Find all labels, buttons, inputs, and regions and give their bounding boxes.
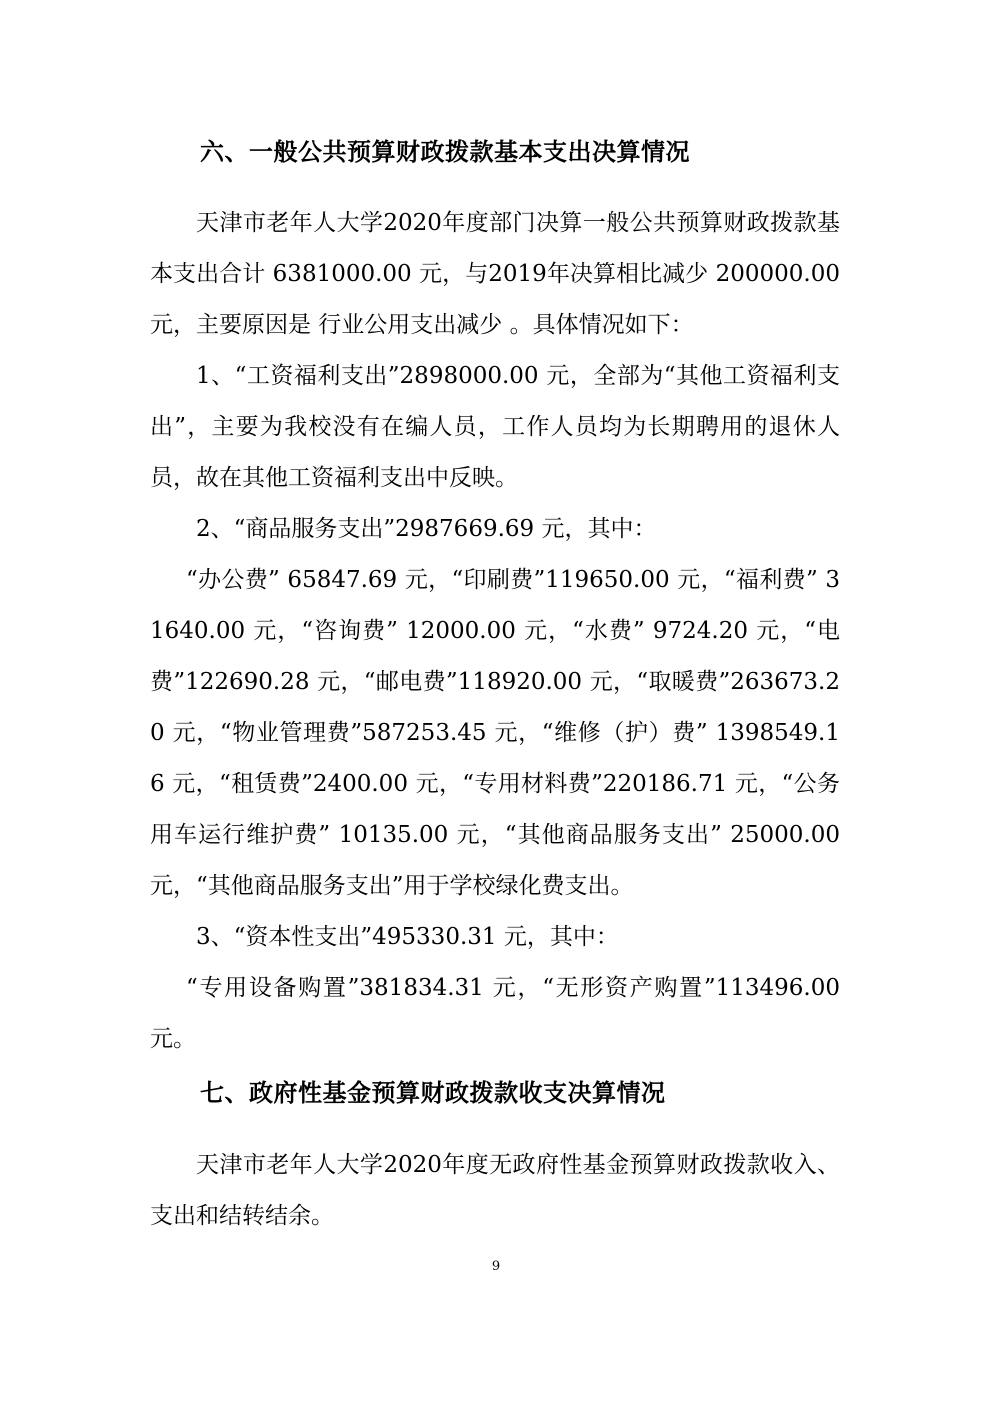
section-6-paragraph-goods-details: “办公费” 65847.69 元，“印刷费”119650.00 元，“福利费” 31640.00 元，“咨询费” 12000.00 元，“水费” 9724.20 元，“电费”122690.28 元，“邮电费”118920.00 元，“取暖费”263673.20 元，“物业管理费”587253.45 元，“维修（护）费” 1398549.16 元，“租赁费”2400.00 元，“专用材料费”220186.71 元，“公务用车运行维护费” 10135.00 元，“其他商品服务支出” 25000.00 元，“其他商品服务支出”用于学校绿化费支出。	[150, 567, 840, 899]
section-7-body	[150, 1140, 840, 1242]
section-6-paragraph-capital: 3、“资本性支出”495330.31 元，其中：	[196, 924, 619, 950]
section-6-paragraph-goods-services: 2、“商品服务支出”2987669.69 元，其中：	[196, 516, 657, 542]
section-6-paragraph-summary: 天津市老年人大学2020年度部门决算一般公共预算财政拨款基本支出合计 6381000.00 元，与2019年决算相比减少 200000.00 元，主要原因是 行业公用支出减少 。具体情况如下：	[150, 210, 840, 338]
section-7-paragraph: 天津市老年人大学2020年度无政府性基金预算财政拨款收入、支出和结转结余。	[150, 1152, 840, 1229]
section-6-paragraph-wages: 1、“工资福利支出”2898000.00 元，全部为“其他工资福利支出”，主要为我校没有在编人员，工作人员均为长期聘用的退休人员，故在其他工资福利支出中反映。	[150, 363, 840, 491]
section-6-paragraph-capital-details: “专用设备购置”381834.31 元，“无形资产购置”113496.00 元。	[150, 975, 840, 1052]
page-number: 9	[491, 1259, 501, 1274]
section-6-heading: 六、一般公共预算财政拨款基本支出决算情况	[200, 138, 690, 166]
section-7-heading: 七、政府性基金预算财政拨款收支决算情况	[200, 1079, 666, 1107]
section-6-body	[150, 198, 840, 1065]
